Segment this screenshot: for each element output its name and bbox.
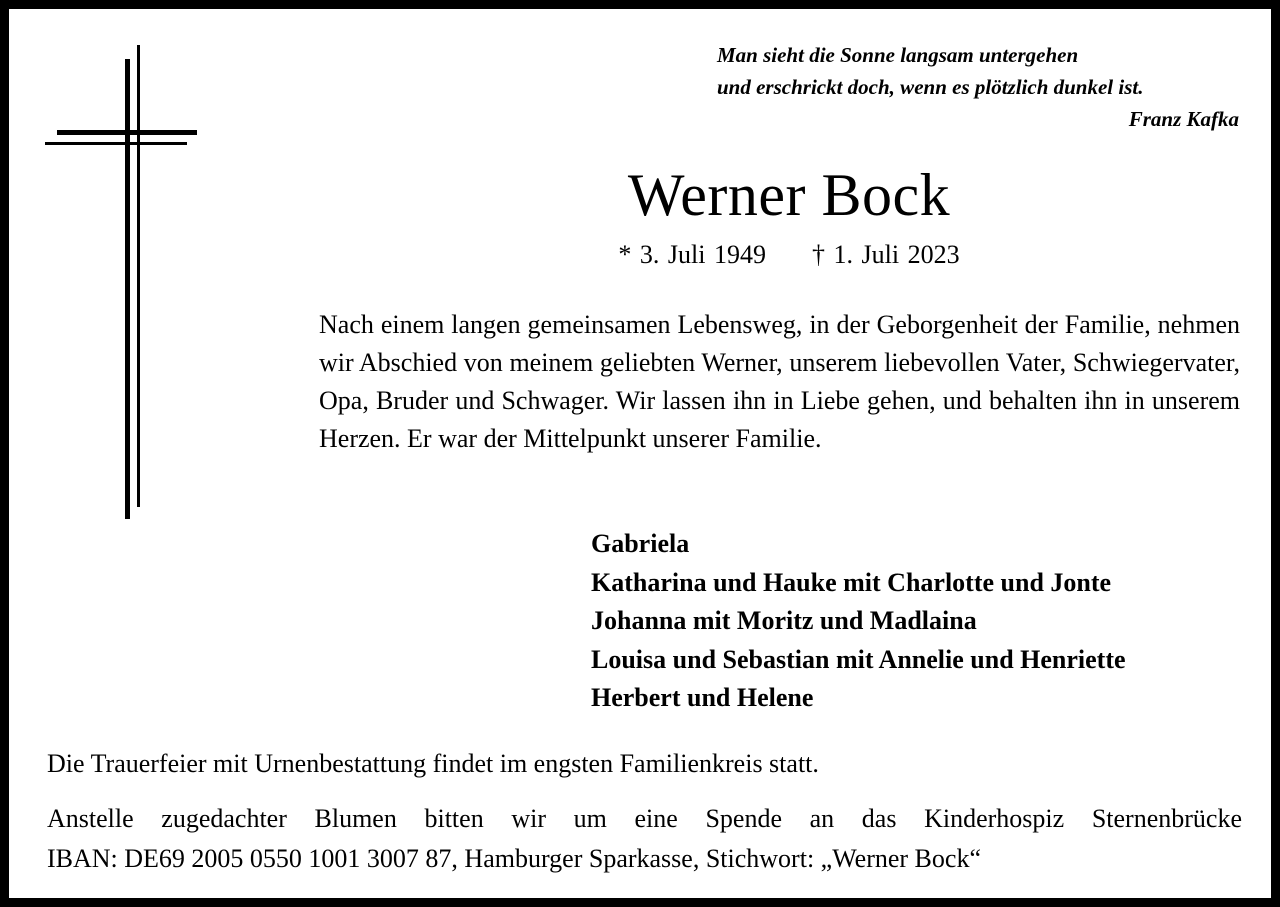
deceased-name: Werner Bock [627, 162, 951, 228]
mourner-line: Louisa und Sebastian mit Annelie und Henriette [591, 644, 1126, 674]
latin-cross-icon [9, 9, 229, 549]
epigraph-quote [709, 39, 1239, 135]
donation-line-2: IBAN: DE69 2005 0550 1001 3007 87, Hamburger Sparkasse, Stichwort: „Werner Bock“ [47, 844, 981, 873]
quote-line-1: Man sieht die Sonne langsam untergehen [717, 43, 1079, 67]
quote-author: Franz Kafka [1128, 107, 1239, 131]
mourner-line: Gabriela [591, 529, 690, 558]
quote-line-2: und erschrickt doch, wenn es plötzlich dunkel ist. [717, 75, 1144, 99]
birth-date: * 3. Juli 1949 [618, 240, 766, 269]
mourner-line: Johanna mit Moritz und Madlaina [591, 606, 977, 635]
death-date: † 1. Juli 2023 [812, 240, 960, 269]
mourners-list [591, 525, 1241, 718]
cross-vertical-line-outer [125, 59, 130, 519]
life-dates [569, 237, 1009, 273]
mourner-line: Katharina und Hauke mit Charlotte und Jonte [591, 567, 1112, 597]
donation-line-1: Anstelle zugedachter Blumen bitten wir um eine Spende an das Kinderhospiz Sternenbrücke [47, 804, 1242, 833]
cross-vertical-line-inner [137, 45, 140, 507]
cross-horizontal-line-upper [57, 130, 197, 135]
cross-horizontal-line-lower [45, 142, 187, 145]
farewell-message: Nach einem langen gemeinsamen Lebensweg, in der Geborgenheit der Familie, nehmen wir Abschied von meinem geliebten Werner, unserem liebevollen Vater, Schwiegervater, Opa, Bruder und Schwager. Wir lassen ihn in Liebe gehen, und behalten ihn in unserem Herzen. Er war der Mittelpunkt unserer Familie. [319, 310, 1240, 453]
donation-info [47, 799, 1242, 879]
mourner-line: Herbert und Helene [591, 683, 814, 712]
funeral-info: Die Trauerfeier mit Urnenbestattung findet im engsten Familienkreis statt. [47, 749, 819, 778]
